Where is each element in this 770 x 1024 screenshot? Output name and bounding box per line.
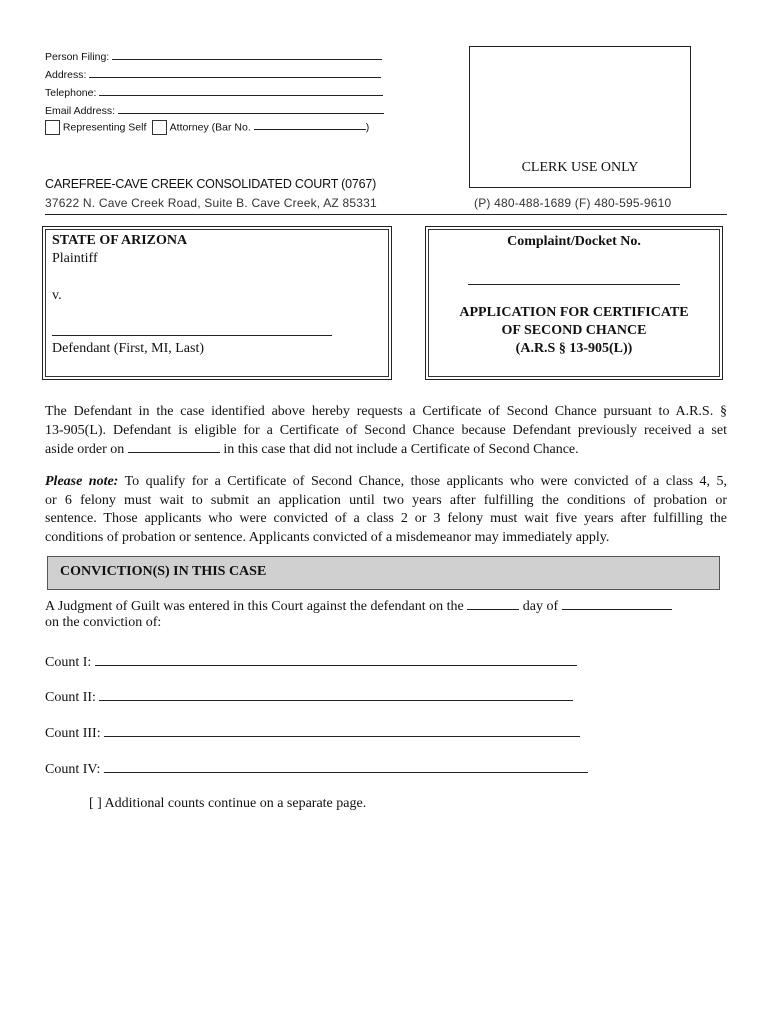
email-row [45, 104, 384, 117]
count-3-field[interactable] [104, 724, 580, 737]
plaintiff-name: STATE OF ARIZONA [52, 233, 188, 248]
note-line-1 [45, 473, 727, 492]
clerk-use-label: CLERK USE ONLY [521, 160, 639, 175]
convictions-section-header [47, 556, 720, 590]
case-caption-box [42, 226, 392, 380]
count-4-row [45, 760, 588, 778]
judgment-line-2: on the conviction of: [45, 615, 162, 630]
judgment-day-of: day of [522, 599, 559, 614]
count-3-row [45, 724, 580, 742]
attorney-checkbox[interactable] [152, 120, 167, 135]
person-filing-field[interactable] [112, 50, 382, 60]
person-filing-label: Person Filing: [45, 51, 110, 63]
note-line-3: sentence. Those applicants who were convicted of a class 2 or 3 felony must wait five years after fulfilling the [45, 511, 727, 527]
request-paragraph [45, 403, 727, 460]
note-paragraph [45, 473, 727, 547]
count-3-label: Count III: [45, 726, 101, 741]
telephone-label: Telephone: [45, 87, 97, 99]
note-line-2: or 6 felony must wait to submit an application until two years after fulfilling the conditions of probation or [45, 492, 727, 508]
form-title-line1: APPLICATION FOR CERTIFICATE [459, 305, 689, 320]
court-phones: (P) 480-488-1689 (F) 480-595-9610 [474, 196, 672, 210]
header-divider [45, 214, 727, 215]
docket-box [425, 226, 723, 380]
representation-row [45, 120, 369, 135]
request-line-3-rest: in this case that did not include a Certificate of Second Chance. [223, 442, 579, 458]
request-line-1: The Defendant in the case identified above hereby requests a Certificate of Second Chance pursuant to A.R.S. § [45, 404, 727, 419]
attorney-label-close: ) [365, 121, 370, 134]
bar-number-field[interactable] [254, 120, 366, 130]
note-line-1-text: To qualify for a Certificate of Second Chance, those applicants who were convicted of a class 4, 5, [118, 474, 728, 489]
request-line-3 [45, 440, 727, 460]
court-address: 37622 N. Cave Creek Road, Suite B. Cave Creek, AZ 85331 [45, 196, 377, 210]
count-1-field[interactable] [95, 653, 577, 666]
telephone-field[interactable] [99, 86, 383, 96]
judgment-day-field[interactable] [467, 597, 519, 610]
set-aside-date-field[interactable] [128, 440, 220, 453]
count-1-label: Count I: [45, 655, 92, 670]
plaintiff-label: Plaintiff [52, 251, 98, 266]
note-label: Please note: [45, 474, 119, 489]
judgment-line-1 [45, 597, 672, 615]
defendant-name-field[interactable] [52, 335, 332, 336]
docket-label: Complaint/Docket No. [507, 234, 641, 249]
versus-label: v. [52, 288, 62, 303]
person-filing-row [45, 50, 382, 63]
address-label: Address: [45, 69, 87, 81]
convictions-section-title: CONVICTION(S) IN THIS CASE [60, 564, 267, 579]
judgment-text: A Judgment of Guilt was entered in this Court against the defendant on the [45, 599, 464, 614]
count-2-field[interactable] [99, 688, 573, 701]
note-line-4: conditions of probation or sentence. Applicants convicted of a misdemeanor may immediately apply. [45, 529, 610, 545]
representing-self-checkbox[interactable] [45, 120, 60, 135]
count-2-row [45, 688, 573, 706]
email-label: Email Address: [45, 105, 116, 117]
count-4-label: Count IV: [45, 762, 101, 777]
court-name: CAREFREE-CAVE CREEK CONSOLIDATED COURT (0767) [45, 177, 377, 191]
defendant-label: Defendant (First, MI, Last) [52, 341, 205, 356]
count-1-row [45, 653, 577, 671]
request-line-2: 13-905(L). Defendant is eligible for a Certificate of Second Chance because Defendant previously received a set [45, 422, 727, 438]
set-aside-label: aside order on [45, 442, 125, 458]
address-row [45, 68, 381, 81]
representing-self-label: Representing Self [62, 121, 147, 134]
address-field[interactable] [89, 68, 381, 78]
docket-number-field[interactable] [468, 284, 680, 285]
count-4-field[interactable] [104, 760, 588, 773]
email-field[interactable] [118, 104, 384, 114]
count-2-label: Count II: [45, 690, 96, 705]
telephone-row [45, 86, 383, 99]
additional-counts-option[interactable]: [ ] Additional counts continue on a separate page. [89, 796, 367, 811]
form-title-line3: (A.R.S § 13-905(L)) [515, 341, 633, 356]
attorney-label: Attorney (Bar No. [169, 121, 251, 134]
judgment-month-field[interactable] [562, 597, 672, 610]
form-title-line2: OF SECOND CHANCE [501, 323, 647, 338]
clerk-use-box [469, 46, 691, 188]
